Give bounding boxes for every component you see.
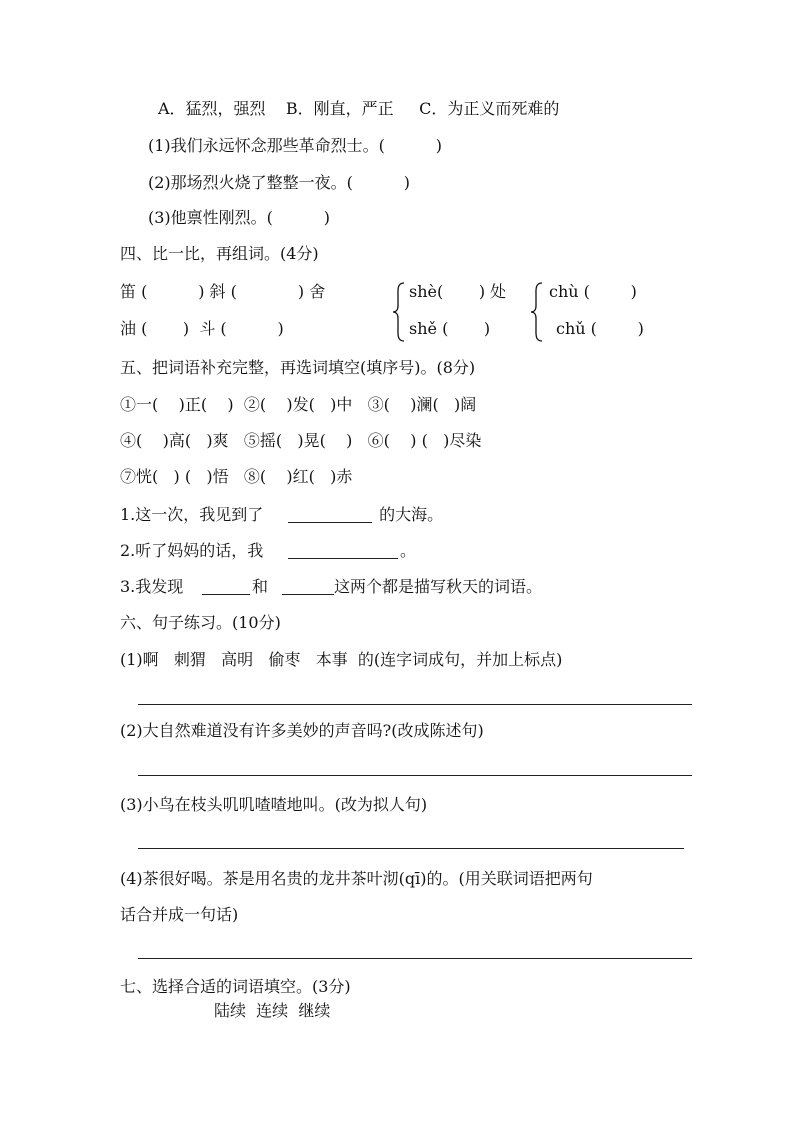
fill-2-before: 2.听了妈妈的话，我 <box>120 541 264 560</box>
q3-item-3: (3)他禀性刚烈。( ) <box>148 208 331 227</box>
left-curly-brace-icon <box>530 282 544 342</box>
q4-row1-right: chù ( ) <box>549 282 637 301</box>
q5-row-1: ①一( )正( ) ②( )发( )中 ③( )澜( )阔 <box>120 395 477 414</box>
fill-2-after: 。 <box>400 541 417 560</box>
q6-item-1: (1)啊 刺猬 高明 偷枣 本事 的(连字词成句，并加上标点) <box>120 650 563 669</box>
q4-title: 四、比一比，再组词。(4分) <box>120 244 319 263</box>
fill-3-before: 3.我发现 <box>120 577 184 596</box>
fill-1-after: 的大海。 <box>374 505 444 524</box>
q4-row1-left: 笛 ( ) 斜 ( ) 舍 <box>120 282 326 301</box>
q4-row1-mid: shè( ) 处 <box>409 282 507 301</box>
fill-3-middle: 和 <box>252 577 274 596</box>
left-curly-brace-icon <box>392 282 406 342</box>
q5-row-2: ④( )高( )爽 ⑤摇( )晃( ) ⑥( ) ( )尽染 <box>120 431 482 450</box>
q3-item-2: (2)那场烈火烧了整整一夜。( ) <box>148 173 411 192</box>
q6-item-2: (2)大自然难道没有许多美妙的声音吗?(改成陈述句) <box>120 721 484 740</box>
answer-line-1[interactable] <box>138 704 692 705</box>
q4-row2-mid: shě ( ) <box>409 319 491 338</box>
q6-item-4-cont: 话合并成一句话) <box>120 905 239 924</box>
q5-title: 五、把词语补充完整，再选词填空(填序号)。(8分) <box>120 358 476 377</box>
options-line: A．猛烈，强烈 B．刚直，严正 C．为正义而死难的 <box>158 99 560 118</box>
answer-line-2[interactable] <box>138 775 692 776</box>
q6-item-4: (4)茶很好喝。茶是用名贵的龙井茶叶沏(qī)的。(用关联词语把两句 <box>120 869 593 888</box>
fill-3-after: 这两个都是描写秋天的词语。 <box>334 577 543 596</box>
blank-1[interactable] <box>288 522 372 523</box>
q6-item-3: (3)小鸟在枝头叽叽喳喳地叫。(改为拟人句) <box>120 795 428 814</box>
q5-row-3: ⑦恍( ) ( )悟 ⑧( )红( )赤 <box>120 467 353 486</box>
answer-line-4[interactable] <box>138 958 692 959</box>
fill-1-before: 1.这一次，我见到了 <box>120 505 264 524</box>
blank-3b[interactable] <box>282 594 334 595</box>
blank-2[interactable] <box>288 558 398 559</box>
q6-title: 六、句子练习。(10分) <box>120 613 281 632</box>
blank-3a[interactable] <box>202 594 250 595</box>
q3-item-1: (1)我们永远怀念那些革命烈士。( ) <box>148 136 443 155</box>
q4-row2-right: chǔ ( ) <box>556 319 644 338</box>
answer-line-3[interactable] <box>138 848 684 849</box>
q4-row2-left: 油 ( ) 斗 ( ) <box>120 319 284 338</box>
q7-words: 陆续 连续 继续 <box>214 1001 331 1020</box>
q7-title: 七、选择合适的词语填空。(3分) <box>120 977 351 996</box>
